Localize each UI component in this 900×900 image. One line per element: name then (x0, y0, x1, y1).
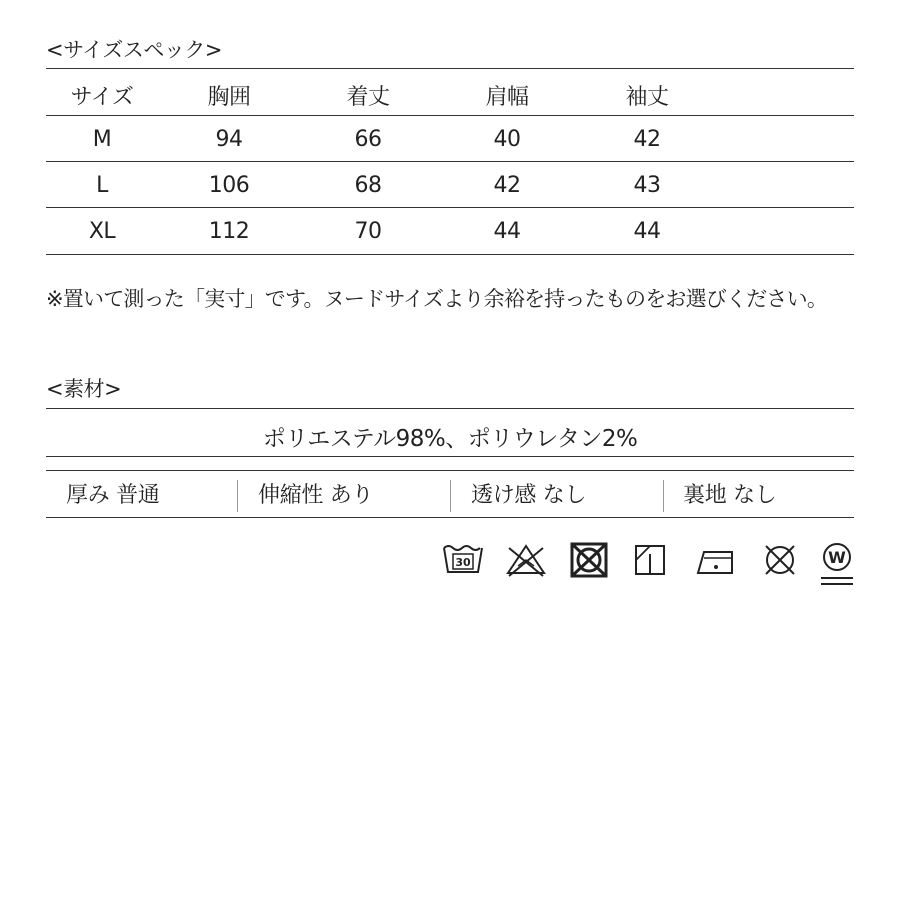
no-bleach-icon (503, 540, 549, 580)
cell-shoulder: 44 (493, 219, 521, 244)
wet-clean-icon (814, 540, 860, 590)
row-divider (46, 161, 854, 162)
header-size: サイズ (70, 85, 134, 110)
table-bottom-line (46, 254, 854, 255)
row-divider (46, 207, 854, 208)
header-sleeve: 袖丈 (625, 85, 669, 110)
property-stretch: 伸縮性 あり (258, 483, 374, 508)
property-separator (663, 480, 664, 512)
wash-30-icon (440, 540, 486, 580)
property-separator (237, 480, 238, 512)
cell-shoulder: 42 (493, 173, 521, 198)
cell-chest: 94 (215, 127, 243, 152)
properties-bottom-line (46, 517, 854, 518)
property-separator (450, 480, 451, 512)
cell-length: 70 (354, 219, 382, 244)
wet-clean-letter: W (828, 548, 846, 567)
row-divider (46, 115, 854, 116)
header-shoulder: 肩幅 (485, 85, 529, 110)
no-dry-clean-icon (757, 540, 803, 580)
size-spec-title: <サイズスペック> (46, 38, 223, 62)
cell-size: XL (88, 219, 116, 244)
cell-size: L (96, 173, 108, 198)
line-dry-shade-icon (628, 540, 674, 580)
cell-length: 68 (354, 173, 382, 198)
material-composition: ポリエステル98%、ポリウレタン2% (262, 426, 638, 452)
table-top-line (46, 68, 854, 69)
property-transparency: 透け感 なし (471, 483, 587, 508)
properties-top-line (46, 470, 854, 471)
cell-size: M (92, 127, 112, 152)
header-length: 着丈 (346, 85, 390, 110)
cell-sleeve: 43 (633, 173, 661, 198)
property-lining: 裏地 なし (683, 483, 777, 508)
cell-chest: 112 (208, 219, 250, 244)
no-tumble-dry-icon (566, 540, 612, 580)
cell-chest: 106 (208, 173, 250, 198)
iron-low-icon (690, 540, 740, 580)
material-title: <素材> (46, 377, 122, 401)
cell-shoulder: 40 (493, 127, 521, 152)
wash-temp-label: 30 (455, 556, 471, 569)
cell-sleeve: 44 (633, 219, 661, 244)
cell-length: 66 (354, 127, 382, 152)
header-chest: 胸囲 (207, 85, 251, 110)
cell-sleeve: 42 (633, 127, 661, 152)
material-bottom-line (46, 456, 854, 457)
measurement-note: ※置いて測った「実寸」です。ヌードサイズより余裕を持ったものをお選びください。 (46, 287, 828, 311)
property-thickness: 厚み 普通 (66, 483, 160, 508)
material-top-line (46, 408, 854, 409)
